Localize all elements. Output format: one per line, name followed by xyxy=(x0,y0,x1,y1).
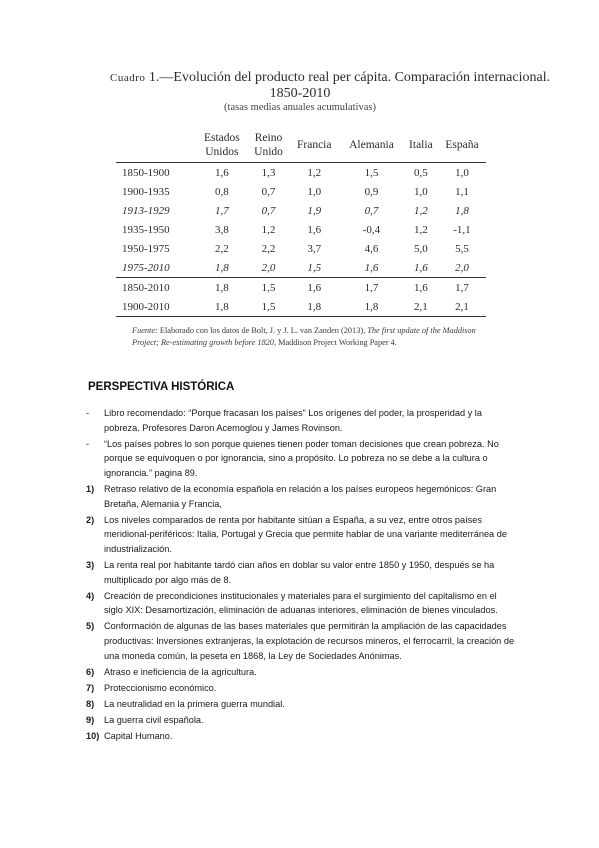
column-header: Estados Unidos xyxy=(203,132,240,158)
value-cell: 2,1 xyxy=(404,297,438,317)
list-marker: 7) xyxy=(86,682,95,693)
value-cell: 4,6 xyxy=(364,242,379,255)
list-marker: 5) xyxy=(86,621,95,632)
period-header xyxy=(116,128,196,163)
caption-rest: 1.—Evolución del producto real per cápita. Comparación internacional. xyxy=(145,70,551,85)
list-item xyxy=(86,619,516,663)
list-marker: 9) xyxy=(86,714,95,725)
value-cell: 1,5 xyxy=(248,297,290,317)
column-header: España xyxy=(445,139,479,151)
value-cell: 1,8 xyxy=(196,297,248,317)
list-text: Proteccionismo económico. xyxy=(104,682,217,693)
value-cell: 3,7 xyxy=(307,242,322,255)
table-row xyxy=(116,278,486,298)
list-item xyxy=(86,681,516,696)
value-cell: 2,2 xyxy=(261,242,276,255)
section-heading: PERSPECTIVA HISTÓRICA xyxy=(88,381,235,393)
list-marker: 3) xyxy=(86,559,95,570)
value-cell: 2,1 xyxy=(438,297,486,317)
list-item xyxy=(86,482,516,511)
value-cell: 0,8 xyxy=(214,185,229,198)
list-item xyxy=(86,589,516,618)
value-cell: 1,8 xyxy=(214,261,229,274)
value-cell: 1,0 xyxy=(455,166,469,179)
list-marker: 2) xyxy=(86,514,95,525)
caption-title xyxy=(110,70,551,86)
value-cell: 1,8 xyxy=(455,204,469,217)
list-text: La neutralidad en la primera guerra mundial. xyxy=(104,698,285,709)
list-text: Conformación de algunas de las bases materiales que permitirán la ampliación de las capacidades productivas: Inversiones extranjeras, la explotación de recursos mineros, el ferrocarril, la creación de una moneda común, la peseta en 1868, la Ley de Sociedades Anónimas. xyxy=(104,621,515,661)
value-cell: 1,6 xyxy=(404,278,438,298)
value-cell: 1,7 xyxy=(214,204,229,217)
list-text: Retraso relativo de la economía española en relación a los países europeos hegemónicos: Gran Bretaña, Alemania y Francia, xyxy=(104,483,497,509)
value-cell: 1,8 xyxy=(339,297,404,317)
list-marker: 1) xyxy=(86,483,95,494)
value-cell: 5,5 xyxy=(455,242,469,255)
period-cell: 1850-1900 xyxy=(122,166,170,179)
column-header: Francia xyxy=(296,139,332,151)
value-cell: 2,0 xyxy=(261,261,276,274)
value-cell: 1,0 xyxy=(413,185,428,198)
caption-subtitle: (tasas medias anuales acumulativas) xyxy=(224,102,376,113)
column-header: Alemania xyxy=(349,139,394,151)
value-cell: 1,9 xyxy=(307,204,322,217)
list-item xyxy=(86,437,516,481)
value-cell: 1,6 xyxy=(413,261,428,274)
list-text: Capital Humano. xyxy=(104,730,173,741)
period-cell: 1850-2010 xyxy=(116,278,196,298)
list-text: Atraso e ineficiencia de la agricultura. xyxy=(104,666,257,677)
list-item xyxy=(86,558,516,587)
value-cell: 1,7 xyxy=(438,278,486,298)
value-cell: 1,5 xyxy=(307,261,322,274)
period-cell: 1900-2010 xyxy=(116,297,196,317)
value-cell: 0,9 xyxy=(364,185,379,198)
list-text: Libro recomendado: “Porque fracasan los países” Los orígenes del poder, la prosperidad y la pobreza. Profesores Daron Acemoglou y James Rovinson. xyxy=(104,408,482,433)
list-marker: 4) xyxy=(86,590,95,601)
list-marker: 6) xyxy=(86,666,95,677)
value-cell: 2,0 xyxy=(455,261,469,274)
table-row xyxy=(116,163,486,183)
content-list xyxy=(86,406,516,745)
value-cell: 1,6 xyxy=(307,223,322,236)
value-cell: 1,2 xyxy=(307,166,322,179)
value-cell: 1,8 xyxy=(289,297,339,317)
caption-years: 1850-2010 xyxy=(269,86,331,101)
period-cell: 1913-1929 xyxy=(122,204,170,217)
value-cell: -0,4 xyxy=(362,223,381,236)
list-item xyxy=(86,513,516,557)
value-cell: 0,7 xyxy=(261,204,276,217)
period-cell: 1975-2010 xyxy=(122,261,170,274)
list-text: La guerra civil española. xyxy=(104,714,204,725)
value-cell: 1,0 xyxy=(307,185,322,198)
value-cell: 1,5 xyxy=(248,278,290,298)
value-cell: 1,6 xyxy=(289,278,339,298)
value-cell: 1,6 xyxy=(364,261,379,274)
value-cell: 2,2 xyxy=(214,242,229,255)
value-cell: 0,5 xyxy=(413,166,428,179)
list-marker: 10) xyxy=(86,730,100,741)
value-cell: 1,1 xyxy=(455,185,469,198)
table-row xyxy=(116,201,486,220)
list-item xyxy=(86,713,516,728)
table-row xyxy=(116,258,486,278)
source-title: The first update of the Maddison Project; Re-estimating growth before 1820 xyxy=(132,326,476,347)
list-item xyxy=(86,729,516,744)
table-row xyxy=(116,239,486,258)
period-cell: 1950-1975 xyxy=(122,242,170,255)
list-text: “Los países pobres lo son porque quienes tienen poder toman decisiones que crean pobreza. No porque se equivoquen o por ignorancia, sino a propósito. Lo pobreza no se debe a la cultura o ignorancia.” pagina 89. xyxy=(104,438,499,478)
list-marker: 8) xyxy=(86,698,95,709)
table-row xyxy=(116,182,486,201)
value-cell: 1,8 xyxy=(196,278,248,298)
value-cell: 0,7 xyxy=(364,204,379,217)
table-body xyxy=(116,163,486,317)
value-cell: 1,5 xyxy=(364,166,379,179)
value-cell: 1,6 xyxy=(214,166,229,179)
gdp-table xyxy=(116,128,486,317)
period-cell: 1900-1935 xyxy=(122,185,170,198)
list-item xyxy=(86,406,516,435)
list-text: Los niveles comparados de renta por habitante sitúan a España, a su vez, entre otros países meridional-periféricos: Italia, Portugal y Grecia que permite hablar de una variante mediterránea de industrialización. xyxy=(104,514,507,554)
value-cell: 0,7 xyxy=(261,185,276,198)
value-cell: 5,0 xyxy=(413,242,428,255)
value-cell: 1,2 xyxy=(413,223,428,236)
list-marker: - xyxy=(86,438,90,449)
value-cell: 1,2 xyxy=(413,204,428,217)
table-header-row xyxy=(116,128,486,163)
list-item xyxy=(86,697,516,712)
source-label: Fuente: xyxy=(132,326,158,335)
value-cell: 1,3 xyxy=(261,166,276,179)
source-end: , Maddison Project Working Paper 4. xyxy=(273,338,397,347)
column-header: Italia xyxy=(409,139,433,151)
table-row xyxy=(116,297,486,317)
list-marker: - xyxy=(86,408,90,418)
period-cell: 1935-1950 xyxy=(122,223,170,236)
source-text: Elaborado con los datos de Bolt, J. y J. L. van Zanden (2013), xyxy=(157,326,368,335)
list-text: La renta real por habitante tardó cian años en doblar su valor entre 1850 y 1950, después se ha multiplicado por algo más de 8. xyxy=(104,559,495,585)
value-cell: -1,1 xyxy=(453,223,471,236)
list-text: Creación de precondiciones institucionales y materiales para el surgimiento del capitalismo en el siglo XIX: Desamortización, eliminación de aduanas interiores, eliminación de bienes vinculados. xyxy=(104,590,498,616)
table-source-note xyxy=(132,325,492,349)
value-cell: 3,8 xyxy=(214,223,229,236)
column-header: Reino Unido xyxy=(254,132,283,158)
value-cell: 1,2 xyxy=(261,223,276,236)
caption-small-caps: Cuadro xyxy=(110,72,146,84)
table-caption xyxy=(110,70,551,114)
table-row xyxy=(116,220,486,239)
value-cell: 1,7 xyxy=(339,278,404,298)
list-item xyxy=(86,665,516,680)
